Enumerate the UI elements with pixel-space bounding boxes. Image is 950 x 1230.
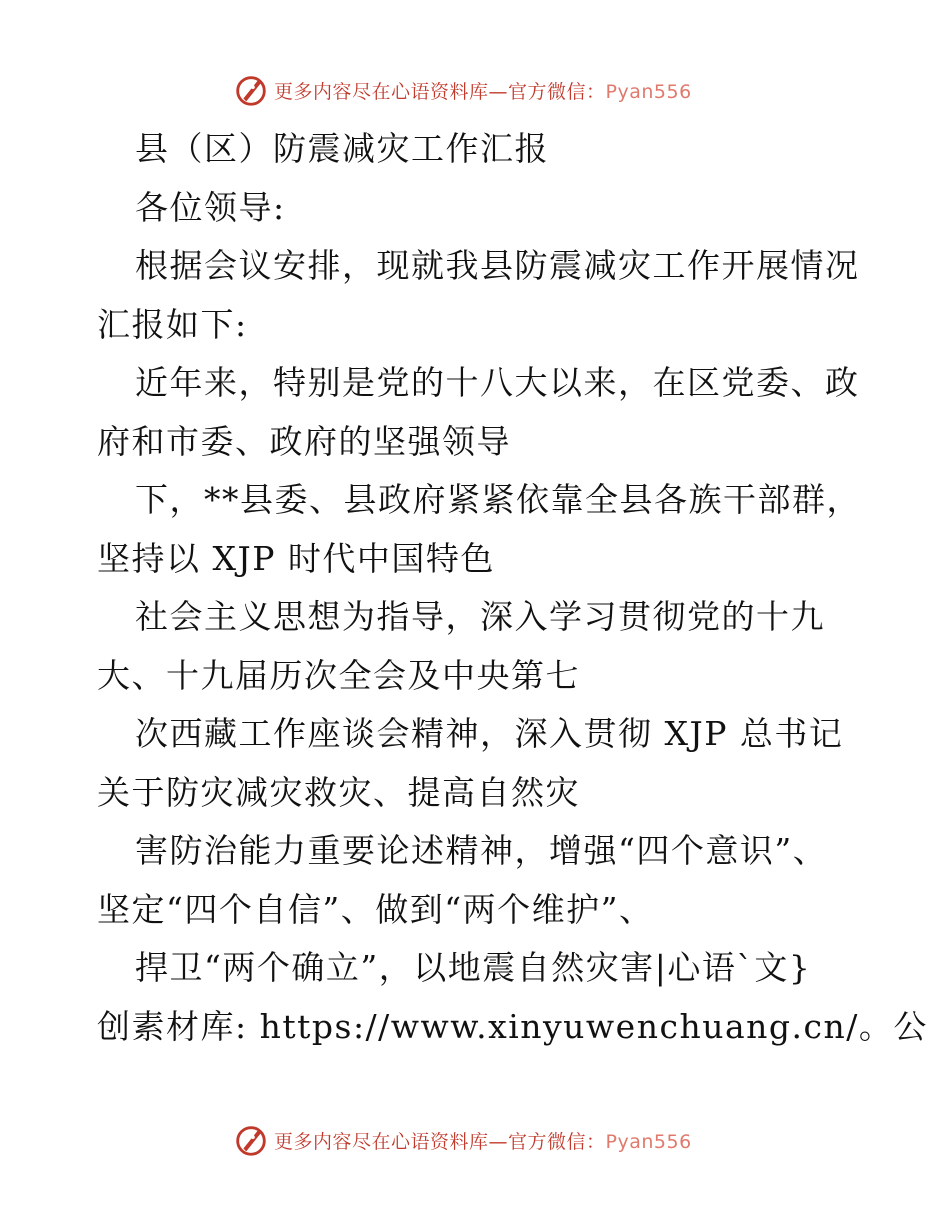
text-line: 坚持以 XJP 时代中国特色	[97, 538, 495, 578]
text-line: 大、十九届历次全会及中央第七	[97, 655, 580, 695]
text-line: 县（区）防震减灾工作汇报	[135, 129, 549, 168]
document-body	[97, 120, 928, 1056]
watermark-text: 更多内容尽在心语资料库—官方微信：Pyan556	[274, 1130, 692, 1153]
watermark-wechat-id: Pyan556	[605, 1130, 692, 1153]
text-line: 关于防灾减灾救灾、提高自然灾	[97, 772, 580, 812]
text-line: 创素材库: https://www.xinyuwenchuang.cn/。公	[97, 1006, 928, 1046]
text-line: 捍卫“两个确立”，以地震自然灾害|心语`文}	[135, 948, 812, 987]
text-line: 近年来，特别是党的十八大以来，在区党委、政	[135, 363, 860, 402]
text-line: 次西藏工作座谈会精神，深入贯彻 XJP 总书记	[135, 714, 844, 753]
watermark-wechat-id: Pyan556	[605, 80, 692, 103]
footer-watermark	[232, 1120, 692, 1160]
text-line: 下，**县委、县政府紧紧依靠全县各族干部群，	[135, 480, 861, 519]
text-line: 社会主义思想为指导，深入学习贯彻党的十九	[135, 597, 825, 636]
text-line: 根据会议安排，现就我县防震减灾工作开展情况	[135, 246, 860, 285]
text-line: 府和市委、政府的坚强领导	[97, 421, 511, 461]
pen-nib-circle-icon	[232, 71, 270, 109]
header-watermark	[232, 70, 692, 110]
text-line: 汇报如下:	[97, 304, 248, 344]
text-line: 各位领导:	[135, 187, 286, 227]
text-line: 害防治能力重要论述精神，增强“四个意识”、	[135, 831, 828, 870]
text-line: 坚定“四个自信”、做到“两个维护”、	[97, 889, 654, 929]
pen-nib-circle-icon	[232, 1121, 270, 1159]
watermark-text: 更多内容尽在心语资料库—官方微信：Pyan556	[274, 80, 692, 103]
